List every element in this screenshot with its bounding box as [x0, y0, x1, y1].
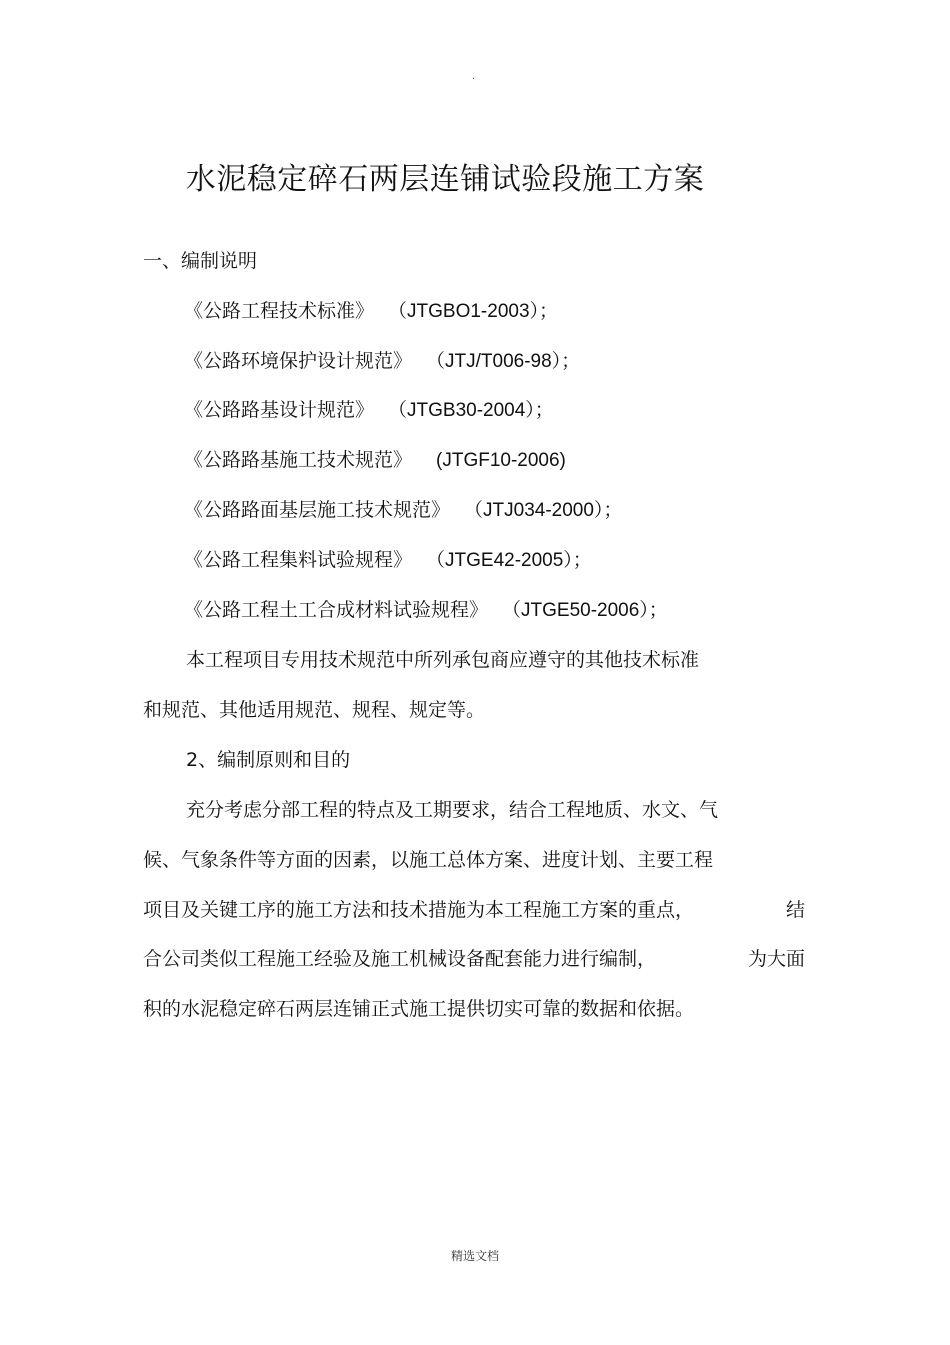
reference-code: (JTGF10-2006) [436, 450, 566, 471]
document-title: 水泥稳定碎石两层连铺试验段施工方案 [185, 162, 705, 197]
reference-code: （JTGBO1-2003）； [388, 301, 559, 322]
paragraph-line: 充分考虑分部工程的特点及工期要求，结合工程地质、水文、气 [186, 799, 719, 821]
reference-code: （JTGE42-2005）； [426, 550, 592, 571]
reference-code: （JTGE50-2006）； [502, 600, 668, 621]
paragraph-line [143, 897, 805, 923]
header-mark: . [472, 71, 476, 82]
reference-name: 《公路路面基层施工技术规范》 [184, 499, 451, 521]
page-footer: 精选文档 [450, 1249, 499, 1263]
paragraph-line: 候、气象条件等方面的因素，以施工总体方案、进度计划、主要工程 [143, 849, 714, 871]
reference-code: （JTJ034-2000）； [464, 500, 623, 521]
section-heading-1: 一、编制说明 [143, 250, 258, 272]
reference-code: （JTGB30-2004）； [388, 400, 554, 421]
paragraph-segment: 合公司类似工程施工经验及施工机械设备配套能力进行编制， [143, 948, 657, 970]
reference-name: 《公路路基设计规范》 [184, 399, 375, 421]
reference-item [184, 397, 554, 424]
reference-item [184, 547, 592, 574]
reference-item [184, 447, 566, 474]
paragraph-segment: 项目及关键工序的施工方法和技术措施为本工程施工方案的重点， [143, 899, 695, 921]
reference-name: 《公路工程集料试验规程》 [184, 549, 413, 571]
reference-code: （JTJ/T006-98）； [426, 351, 581, 372]
paragraph-line: 积的水泥稳定碎石两层连铺正式施工提供切实可靠的数据和依据。 [143, 998, 695, 1020]
paragraph-line [143, 946, 805, 972]
paragraph-segment: 为大面 [747, 948, 805, 970]
paragraph-line: 本工程项目专用技术规范中所列承包商应遵守的其他技术标准 [186, 649, 700, 671]
paragraph-segment: 结 [785, 899, 805, 921]
reference-name: 《公路工程土工合成材料试验规程》 [184, 599, 489, 621]
section-heading-2: 2、编制原则和目的 [186, 749, 351, 771]
reference-name: 《公路路基施工技术规范》 [184, 449, 413, 471]
reference-item [184, 298, 558, 325]
paragraph-line: 和规范、其他适用规范、规程、规定等。 [143, 699, 486, 721]
reference-item [184, 597, 668, 624]
reference-name: 《公路工程技术标准》 [184, 300, 375, 322]
reference-item [184, 497, 622, 524]
reference-item [184, 348, 580, 375]
reference-name: 《公路环境保护设计规范》 [184, 350, 413, 372]
